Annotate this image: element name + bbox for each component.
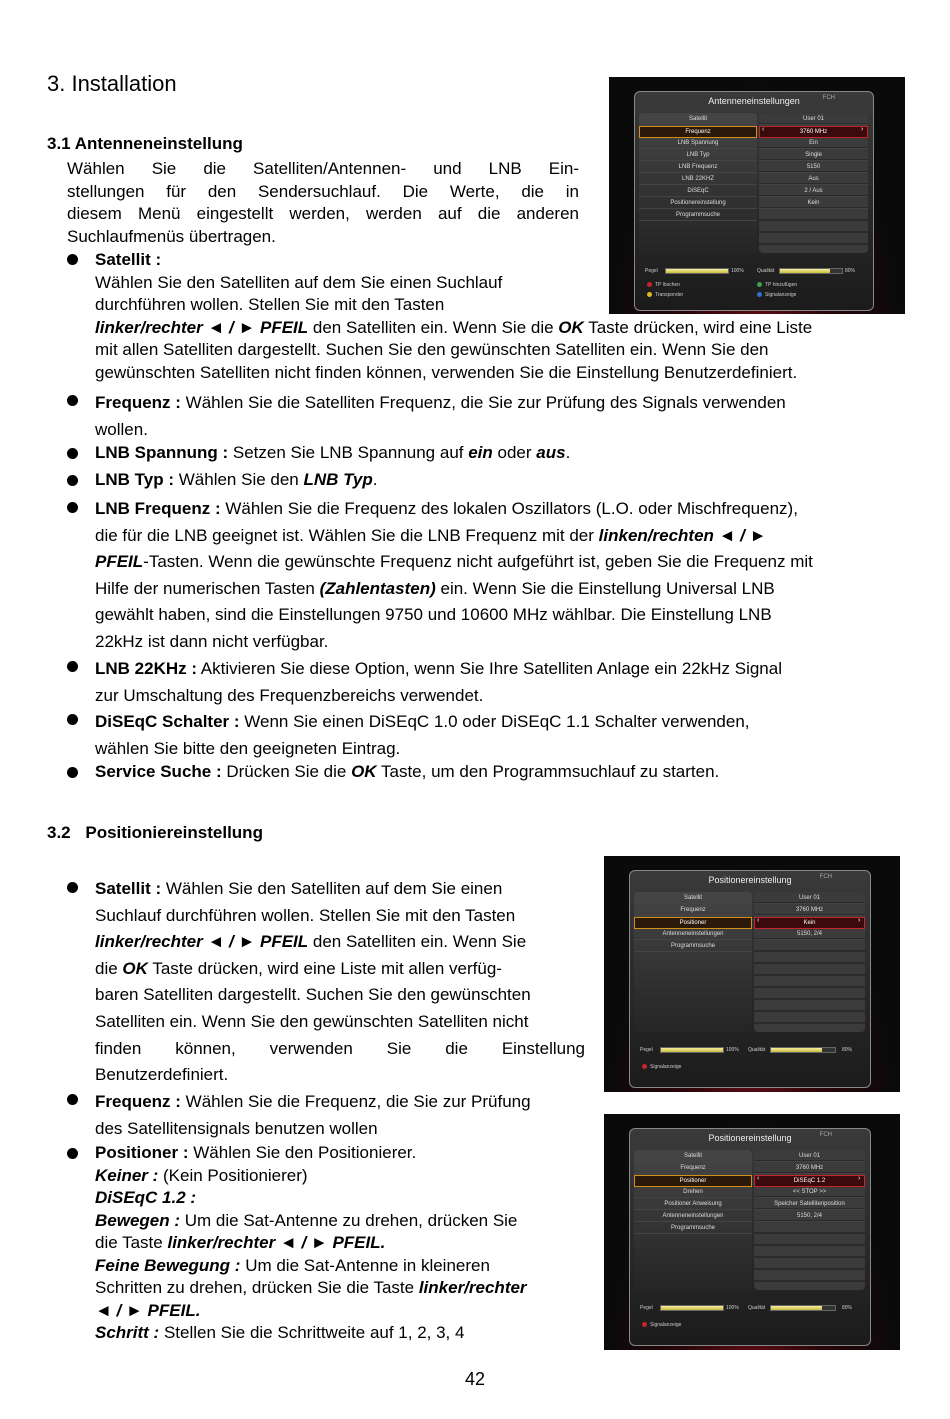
bullet-lnb-typ [95, 469, 377, 492]
text: Hilfe der numerischen Tasten [95, 578, 320, 598]
text: die Taste [95, 1233, 168, 1252]
key-name: OK [558, 317, 584, 337]
bullet [67, 395, 78, 406]
pegel-label: Pegel [645, 268, 658, 274]
intro-line: stellungen für den Sendersuchlauf. Die Werte, die in [67, 181, 579, 201]
page-heading: 3. Installation [47, 71, 177, 96]
key-name: OK [351, 762, 377, 781]
text: Aktivieren Sie diese Option, wenn Sie Ihre Satelliten Anlage ein 22kHz Signal [197, 659, 782, 678]
meter-fill [661, 1306, 723, 1310]
text-line: mit allen Satelliten dargestellt. Suchen Sie den gewünschten Satelliten ein. Wenn Sie den [95, 340, 769, 359]
text-line: gewählt haben, sind die Einstellungen 9750 und 10600 MHz wählbar. Die Einstellung LNB [95, 605, 772, 625]
text-line: wollen. [95, 420, 148, 439]
bullet-frequenz [95, 389, 915, 443]
menu-row-value: User 01 [759, 114, 868, 125]
text: Stellen Sie die Schrittweite auf 1, 2, 3, 4 [159, 1323, 465, 1342]
key-name: linken/rechten ◄ / ► [598, 525, 767, 545]
quality-percent: 80% [842, 1047, 853, 1053]
menu-title: Positionereinstellung [708, 1133, 792, 1143]
value-aus: aus [536, 443, 566, 462]
arrow-left-icon: ‹ [757, 917, 760, 924]
meter-fill [661, 1048, 723, 1052]
menu-row-value-selected: DiSEqC 1.2 [754, 1175, 865, 1187]
menu-row-label: Positionereinstellung [639, 198, 757, 209]
bullet-lnb-frequenz [95, 496, 915, 656]
positioner-label: Positioner : [95, 1143, 189, 1162]
key-name: linker/rechter ◄ / ► PFEIL. [167, 1233, 386, 1252]
key-name: PFEIL [95, 552, 144, 572]
section-number: 3.2 [47, 823, 71, 842]
legend-label: Signalanzeige [650, 1322, 682, 1328]
menu-row-label-selected: Positioner [634, 1175, 752, 1187]
text-line: des Satellitensignals benutzen wollen [95, 1119, 378, 1138]
section-3-1-title: 3.1 Antenneneinstellung [47, 134, 243, 153]
option-feine-bewegung: Feine Bewegung : [95, 1255, 241, 1275]
text: oder [492, 443, 537, 462]
text-line: durchführen wollen. Stellen Sie mit den Tasten [95, 295, 445, 314]
menu-row-value: Ein [759, 138, 868, 149]
text: Setzen Sie LNB Spannung auf [228, 443, 469, 462]
menu-row-value: << STOP >> [754, 1187, 865, 1198]
pegel-label: Pegel [640, 1047, 653, 1053]
text: Wenn Sie einen DiSEqC 1.0 oder DiSEqC 1.1 Schalter verwenden, [239, 712, 750, 731]
frequenz-label: Frequenz : [95, 1092, 181, 1111]
blue-key-icon [757, 292, 762, 297]
text-line: wählen Sie bitte den geeigneten Eintrag. [95, 739, 401, 758]
menu-row-value: 5150, 2/4 [754, 1211, 865, 1222]
key-name: linker/rechter ◄ / ► PFEIL [95, 932, 309, 952]
text: . [372, 470, 378, 489]
text: -Tasten. Wenn die gewünschte Frequenz nicht aufgeführt ist, geben Sie die Frequenz mit [143, 552, 813, 572]
text-line: 22kHz ist dann nicht verfügbar. [95, 631, 329, 651]
text-line: Suchlauf durchführen wollen. Stellen Sie mit den Tasten [95, 905, 516, 925]
text: Taste drücken, wird eine Liste [583, 317, 813, 337]
legend-label: Signalanzeige [650, 1064, 682, 1070]
key-name: OK [122, 958, 148, 978]
menu-row-value: Kein [759, 198, 868, 209]
quality-percent: 80% [845, 268, 856, 274]
meter-fill [780, 269, 830, 273]
quality-percent: 80% [842, 1305, 853, 1311]
quality-meter [770, 1305, 836, 1311]
menu-row-label-selected: Frequenz [639, 126, 757, 138]
menu-panel [629, 1128, 871, 1346]
pegel-percent: 100% [726, 1047, 739, 1053]
text: Um die Sat-Antenne zu drehen, drücken Sie [180, 1210, 518, 1230]
meter-fill [771, 1306, 822, 1310]
menu-row-label: Positioner Anweisung [634, 1199, 752, 1210]
text-line: finden können, verwenden Sie die Einstellung [95, 1038, 585, 1058]
arrow-right-icon: › [858, 1175, 861, 1182]
legend-label: Signalanzeige [765, 292, 797, 298]
value-lnb-typ: LNB Typ [303, 470, 373, 489]
quality-label: Qualität [748, 1047, 766, 1053]
text: Wählen Sie die Frequenz des lokalen Oszillators (L.O. oder Mischfrequenz), [220, 499, 798, 518]
green-key-icon [757, 282, 762, 287]
menu-row-value: 2 / Aus [759, 186, 868, 197]
menu-row-label: Programmsuche [639, 210, 757, 221]
section-3-2-title [47, 823, 263, 843]
intro-line: Suchlaufmenüs übertragen. [67, 226, 276, 246]
antenna-settings-screenshot [609, 77, 905, 314]
text: die [95, 958, 123, 978]
menu-row-label: Programmsuche [634, 1223, 752, 1234]
lnb-spannung-label: LNB Spannung : [95, 443, 229, 462]
bullet [67, 475, 78, 486]
menu-row-value: 3760 MHz [754, 1163, 865, 1174]
menu-row-value: 5150, 2/4 [754, 929, 865, 940]
text: den Satelliten ein. Wenn Sie die [308, 317, 559, 337]
option-diseqc: DiSEqC 1.2 : [95, 1188, 197, 1207]
bullet-positioner [95, 1142, 595, 1345]
meter-fill [666, 269, 728, 273]
text-line: zur Umschaltung des Frequenzbereichs verwendet. [95, 686, 484, 705]
legend-label: TP hinzufügen [765, 282, 798, 288]
diseqc-label: DiSEqC Schalter : [95, 712, 240, 731]
bullet-lnb-spannung [95, 442, 570, 465]
positioner-screenshot-2 [604, 1114, 900, 1350]
menu-panel [634, 91, 874, 311]
bullet-satellit-2 [95, 876, 585, 1089]
arrow-left-icon: ‹ [757, 1175, 760, 1182]
red-key-icon [642, 1064, 647, 1069]
menu-row-value-selected: 3760 MHz [759, 126, 868, 138]
legend-label: Transponder [655, 292, 684, 298]
satellit-label: Satellit : [95, 250, 162, 269]
brand-logo: FCH [819, 874, 832, 880]
menu-title: Positionereinstellung [708, 875, 792, 885]
menu-row-value: 3760 MHz [754, 905, 865, 916]
legend-label: TP löschen [655, 282, 680, 288]
text: Taste, um den Programmsuchlauf zu starten. [376, 762, 720, 781]
meter-fill [771, 1048, 822, 1052]
section-title: Positioniereinstellung [85, 823, 263, 842]
option-keiner: Keiner : [95, 1165, 159, 1185]
intro-line: diesem Menü eingestellt werden, werden auf die anderen [67, 204, 579, 223]
quality-label: Qualität [757, 268, 775, 274]
menu-row-value: Single [759, 150, 868, 161]
service-suche-label: Service Suche : [95, 762, 222, 781]
menu-row-label: LNB Spannung [639, 138, 757, 149]
menu-row-label: Frequenz [634, 1163, 752, 1174]
menu-row-label: Drehen [634, 1187, 752, 1198]
quality-meter [779, 268, 843, 274]
value-ein: ein [468, 443, 493, 462]
bullet [67, 448, 78, 459]
text: Wählen Sie den [174, 470, 304, 489]
lnb-typ-label: LNB Typ : [95, 470, 175, 489]
bullet [67, 502, 78, 513]
text: Wählen Sie die Frequenz, die Sie zur Prüfung [180, 1092, 531, 1111]
menu-row-label: Programmsuche [634, 941, 752, 952]
menu-row-label: DiSEqC [639, 186, 757, 197]
red-key-icon [647, 282, 652, 287]
key-name: linker/rechter ◄ / ► PFEIL [95, 317, 309, 337]
arrow-right-icon: › [861, 126, 864, 133]
text-line: Wählen Sie den Satelliten auf dem Sie einen Suchlauf [95, 272, 503, 292]
menu-panel [629, 870, 871, 1088]
menu-row-label: Antenneneinstellungen [634, 929, 752, 940]
option-schritt: Schritt : [95, 1323, 160, 1342]
satellit-label: Satellit : [95, 879, 162, 898]
text: die für die LNB geeignet ist. Wählen Sie die LNB Frequenz mit der [95, 525, 599, 545]
menu-row-value-selected: Kein [754, 917, 865, 929]
pegel-meter [660, 1305, 724, 1311]
text: ein. Wenn Sie die Einstellung Universal LNB [435, 578, 775, 598]
text: Wählen Sie die Satelliten Frequenz, die Sie zur Prüfung des Signals verwenden [180, 393, 786, 412]
menu-row-label: Frequenz [634, 905, 752, 916]
pegel-meter [665, 268, 729, 274]
menu-row-label: Satellit [639, 114, 757, 125]
menu-row-label: LNB Typ [639, 150, 757, 161]
arrow-right-icon: › [858, 917, 861, 924]
bullet [67, 882, 78, 893]
menu-row-value: Speicher Satellitenposition [754, 1199, 865, 1210]
key-name: ◄ / ► PFEIL. [95, 1300, 201, 1320]
intro-line: Wählen Sie die Satelliten/Antennen- und LNB Ein- [67, 159, 579, 178]
bullet [67, 1094, 78, 1105]
bullet [67, 1148, 78, 1159]
menu-row-label: Satellit [634, 1151, 752, 1162]
frequenz-label: Frequenz : [95, 393, 181, 412]
menu-row-value: Aus [759, 174, 868, 185]
pegel-percent: 100% [731, 268, 744, 274]
menu-row-value: 5150 [759, 162, 868, 173]
bullet [67, 767, 78, 778]
text: (Kein Positionierer) [158, 1165, 308, 1185]
bullet-frequenz-2 [95, 1088, 595, 1142]
key-name: linker/rechter [418, 1278, 527, 1297]
lnb-frequenz-label: LNB Frequenz : [95, 499, 221, 518]
bullet-lnb-22khz [95, 655, 915, 709]
positioner-screenshot-1 [604, 856, 900, 1092]
menu-row-label: LNB 22KHZ [639, 174, 757, 185]
menu-row-label-selected: Positioner [634, 917, 752, 929]
text: den Satelliten ein. Wenn Sie [308, 932, 527, 952]
pegel-percent: 100% [726, 1305, 739, 1311]
pegel-meter [660, 1047, 724, 1053]
page-number: 42 [464, 1369, 486, 1389]
menu-row-label: Antenneneinstellungen [634, 1211, 752, 1222]
menu-row-label: LNB Frequenz [639, 162, 757, 173]
red-key-icon [642, 1322, 647, 1327]
bullet [67, 661, 78, 672]
arrow-left-icon: ‹ [762, 126, 765, 133]
text: Wählen Sie den Satelliten auf dem Sie einen [161, 879, 503, 898]
bullet-service-suche [95, 761, 719, 784]
pegel-label: Pegel [640, 1305, 653, 1311]
bullet [67, 714, 78, 725]
menu-row-value: User 01 [754, 893, 865, 904]
bullet-diseqc [95, 708, 915, 762]
text-line: gewünschten Satelliten nicht finden können, verwenden Sie die Einstellung Benutzerdefiniert. [95, 362, 798, 382]
yellow-key-icon [647, 292, 652, 297]
menu-title: Antenneneinstellungen [708, 96, 800, 106]
section-3-1-intro [67, 158, 579, 248]
text-line: baren Satelliten dargestellt. Suchen Sie den gewünschten [95, 985, 531, 1005]
quality-label: Qualität [748, 1305, 766, 1311]
brand-logo: FCH [819, 1132, 832, 1138]
text-line: Satelliten ein. Wenn Sie den gewünschten Satelliten nicht [95, 1011, 529, 1031]
text: Drücken Sie die [221, 762, 352, 781]
text: Taste drücken, wird eine Liste mit allen verfüg- [147, 958, 502, 978]
menu-row-value: User 01 [754, 1151, 865, 1162]
lnb-22khz-label: LNB 22KHz : [95, 659, 198, 678]
bullet [67, 254, 78, 265]
key-name: (Zahlentasten) [319, 578, 436, 598]
text: . [565, 443, 571, 462]
quality-meter [770, 1047, 836, 1053]
option-bewegen: Bewegen : [95, 1210, 181, 1230]
menu-row-label: Satellit [634, 893, 752, 904]
text: Schritten zu drehen, drücken Sie die Taste [95, 1278, 419, 1297]
text-line: Benutzerdefiniert. [95, 1065, 229, 1085]
text: Um die Sat-Antenne in kleineren [240, 1255, 490, 1275]
text: Wählen Sie den Positionierer. [188, 1143, 417, 1162]
brand-logo: FCH [822, 95, 835, 101]
